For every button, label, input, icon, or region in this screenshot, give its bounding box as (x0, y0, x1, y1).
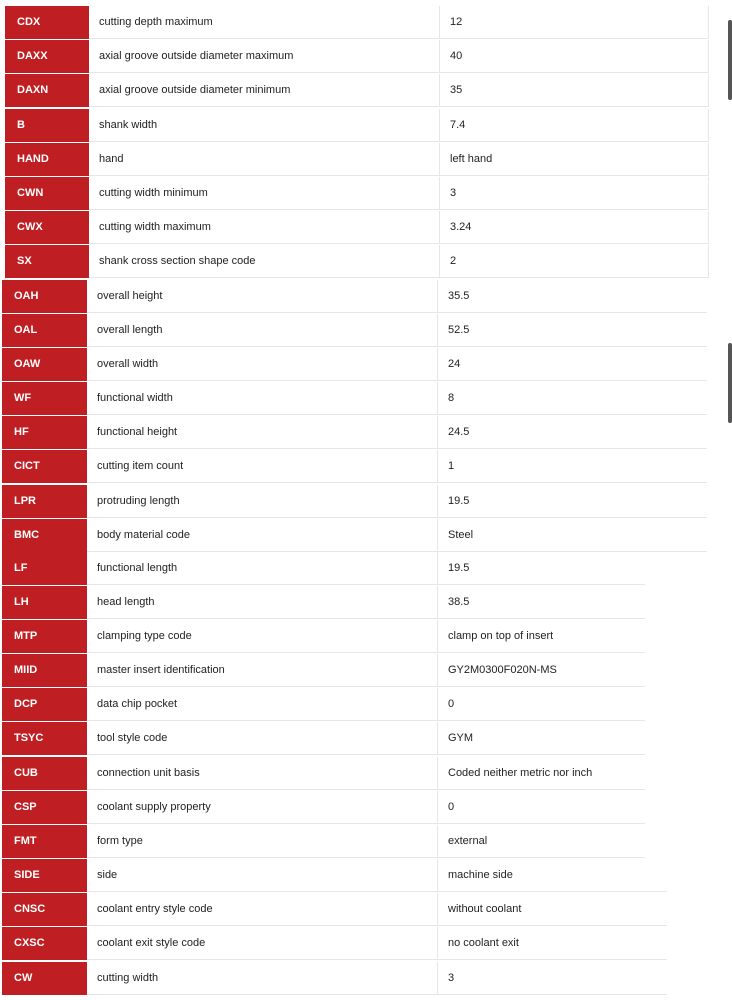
param-code: CW (2, 962, 87, 995)
param-value: no coolant exit (437, 927, 667, 960)
param-value: external (437, 825, 645, 858)
param-code: WF (2, 382, 87, 415)
param-description: hand (89, 143, 439, 176)
param-value: clamp on top of insert (437, 620, 645, 653)
param-description: shank cross section shape code (89, 245, 439, 278)
param-value: 24.5 (437, 416, 707, 449)
param-code: CWX (5, 211, 89, 244)
param-code: CICT (2, 450, 87, 483)
param-description: head length (87, 586, 437, 619)
param-description: body material code (87, 519, 437, 552)
param-code: CUB (2, 757, 87, 790)
param-value: 52.5 (437, 314, 707, 347)
param-value: 38.5 (437, 586, 645, 619)
param-value: left hand (439, 143, 709, 176)
param-code: SX (5, 245, 89, 278)
param-code: OAL (2, 314, 87, 347)
param-code: HF (2, 416, 87, 449)
param-description: cutting width (87, 962, 437, 995)
param-description: functional height (87, 416, 437, 449)
param-code: CWN (5, 177, 89, 210)
param-description: form type (87, 825, 437, 858)
param-description: cutting width minimum (89, 177, 439, 210)
param-description: tool style code (87, 722, 437, 755)
param-value: 12 (439, 6, 709, 39)
param-description: overall height (87, 280, 437, 313)
param-description: axial groove outside diameter minimum (89, 74, 439, 107)
param-description: overall width (87, 348, 437, 381)
param-code: LH (2, 586, 87, 619)
param-description: master insert identification (87, 654, 437, 687)
param-code: CNSC (2, 893, 87, 926)
param-value: without coolant (437, 893, 667, 926)
param-code: CSP (2, 791, 87, 824)
param-value: 35.5 (437, 280, 707, 313)
param-description: shank width (89, 109, 439, 142)
scrollbar-thumb-top[interactable] (728, 20, 732, 100)
param-code: TSYC (2, 722, 87, 755)
param-description: cutting item count (87, 450, 437, 483)
param-description: coolant entry style code (87, 893, 437, 926)
param-value: GY2M0300F020N-MS (437, 654, 645, 687)
param-code: DAXX (5, 40, 89, 73)
param-value: 3.24 (439, 211, 709, 244)
param-description: functional length (87, 552, 437, 585)
param-code: LPR (2, 485, 87, 518)
param-description: cutting depth maximum (89, 6, 439, 39)
param-value: Coded neither metric nor inch (437, 757, 645, 790)
param-description: coolant supply property (87, 791, 437, 824)
param-description: side (87, 859, 437, 892)
param-code: CXSC (2, 927, 87, 960)
param-code: MIID (2, 654, 87, 687)
param-description: connection unit basis (87, 757, 437, 790)
param-value: 24 (437, 348, 707, 381)
param-value: 40 (439, 40, 709, 73)
param-description: overall length (87, 314, 437, 347)
param-value: 19.5 (437, 552, 645, 585)
scrollbar-thumb-middle[interactable] (728, 343, 732, 423)
param-value: 35 (439, 74, 709, 107)
param-code: HAND (5, 143, 89, 176)
param-code: DCP (2, 688, 87, 721)
param-code: B (5, 109, 89, 142)
param-code: CDX (5, 6, 89, 39)
param-value: 19.5 (437, 485, 707, 518)
param-value: 0 (437, 688, 645, 721)
param-description: protruding length (87, 485, 437, 518)
param-code: DAXN (5, 74, 89, 107)
param-value: 3 (437, 962, 667, 995)
param-description: coolant exit style code (87, 927, 437, 960)
param-value: 0 (437, 791, 645, 824)
param-code: OAW (2, 348, 87, 381)
param-value: 2 (439, 245, 709, 278)
param-code: OAH (2, 280, 87, 313)
param-value: 1 (437, 450, 707, 483)
param-description: axial groove outside diameter maximum (89, 40, 439, 73)
param-code: BMC (2, 519, 87, 552)
param-value: GYM (437, 722, 645, 755)
param-description: cutting width maximum (89, 211, 439, 244)
param-code: LF (2, 552, 87, 585)
param-code: FMT (2, 825, 87, 858)
param-code: SIDE (2, 859, 87, 892)
param-description: clamping type code (87, 620, 437, 653)
param-value: 7.4 (439, 109, 709, 142)
param-value: 3 (439, 177, 709, 210)
param-code: MTP (2, 620, 87, 653)
param-value: 8 (437, 382, 707, 415)
param-description: functional width (87, 382, 437, 415)
param-value: Steel (437, 519, 707, 552)
param-value: machine side (437, 859, 667, 892)
param-description: data chip pocket (87, 688, 437, 721)
